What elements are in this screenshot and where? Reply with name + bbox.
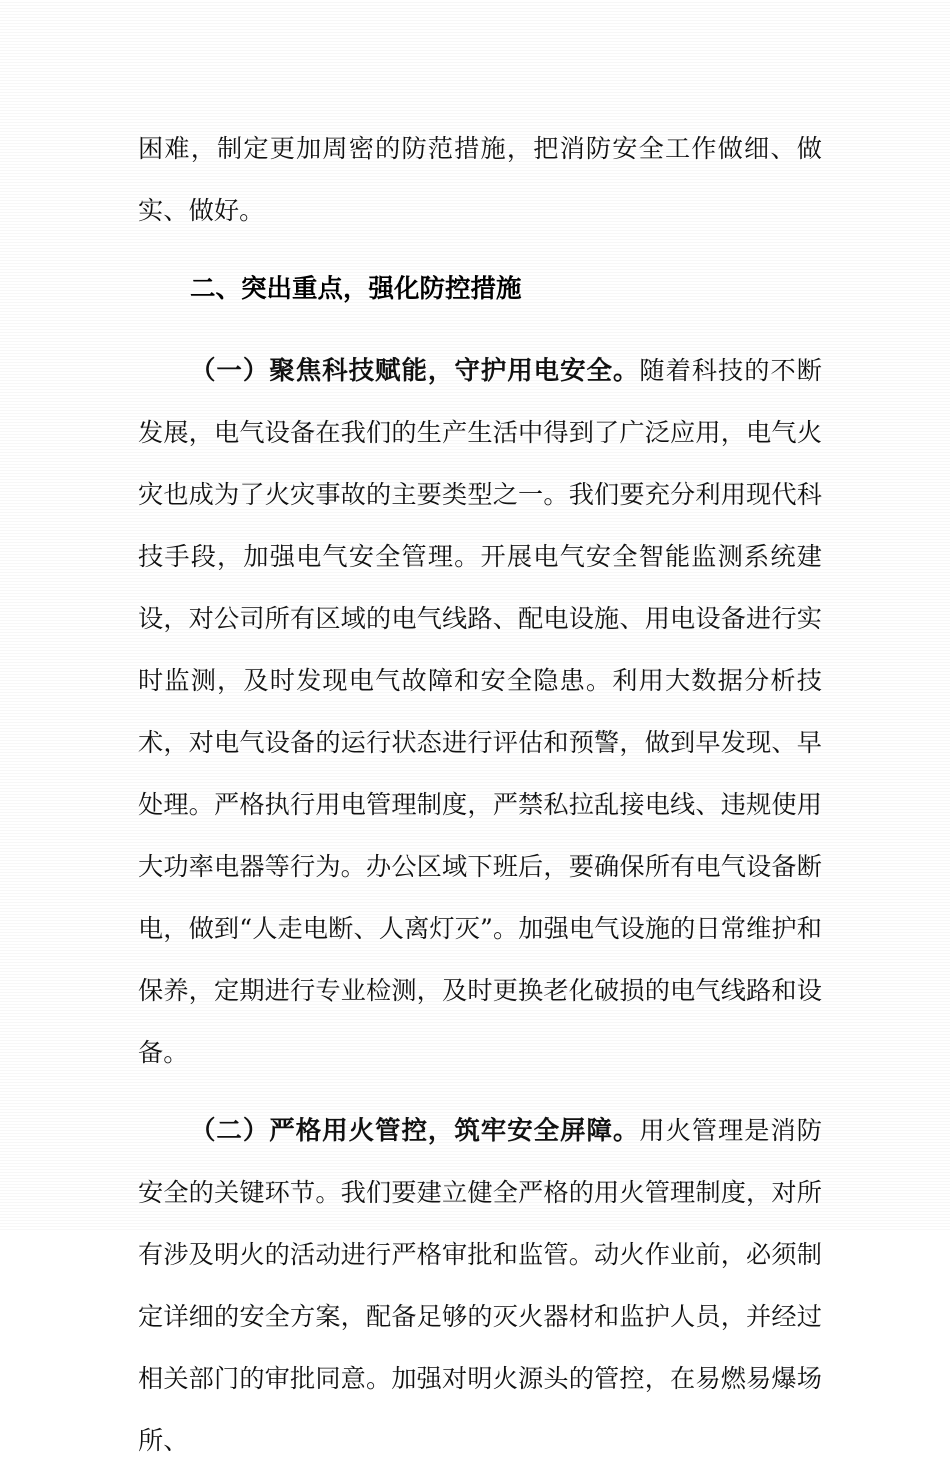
heading-spacer [138,320,822,340]
subsection-two-body: 用火管理是消防安全的关键环节。我们要建立健全严格的用火管理制度，对所有涉及明火的活动进行严格审批和监管。动火作业前，必须制定详细的安全方案，配备足够的灭火器材和监护人员，并经过相关部门的审批同意。加强对明火源头的管控，在易燃易爆场所、 [138,1116,822,1455]
subsection-two [138,1100,822,1472]
paragraph-continued: 困难，制定更加周密的防范措施，把消防安全工作做细、做实、做好。 [138,134,822,225]
section-heading-two: 二、突出重点，强化防控措施 [190,275,522,303]
subsection-one-lead: （一）聚焦科技赋能，守护用电安全。 [190,357,640,385]
paragraph-spacer [138,242,822,258]
subsection-two-lead: （二）严格用火管控，筑牢安全屏障。 [190,1117,640,1145]
subsection-one-body: 随着科技的不断发展，电气设备在我们的生产生活中得到了广泛应用，电气火灾也成为了火灾事故的主要类型之一。我们要充分利用现代科技手段，加强电气安全管理。开展电气安全智能监测系统建设，对公司所有区域的电气线路、配电设施、用电设备进行实时监测，及时发现电气故障和安全隐患。利用大数据分析技术，对电气设备的运行状态进行评估和预警，做到早发现、早处理。严格执行用电管理制度，严禁私拉乱接电线、违规使用大功率电器等行为。办公区域下班后，要确保所有电气设备断电，做到“人走电断、人离灯灭”。加强电气设施的日常维护和保养，定期进行专业检测，及时更换老化破损的电气线路和设备。 [138,356,822,1067]
document-text-column [138,118,822,1472]
subsection-one [138,340,822,1084]
subsection-spacer [138,1084,822,1100]
